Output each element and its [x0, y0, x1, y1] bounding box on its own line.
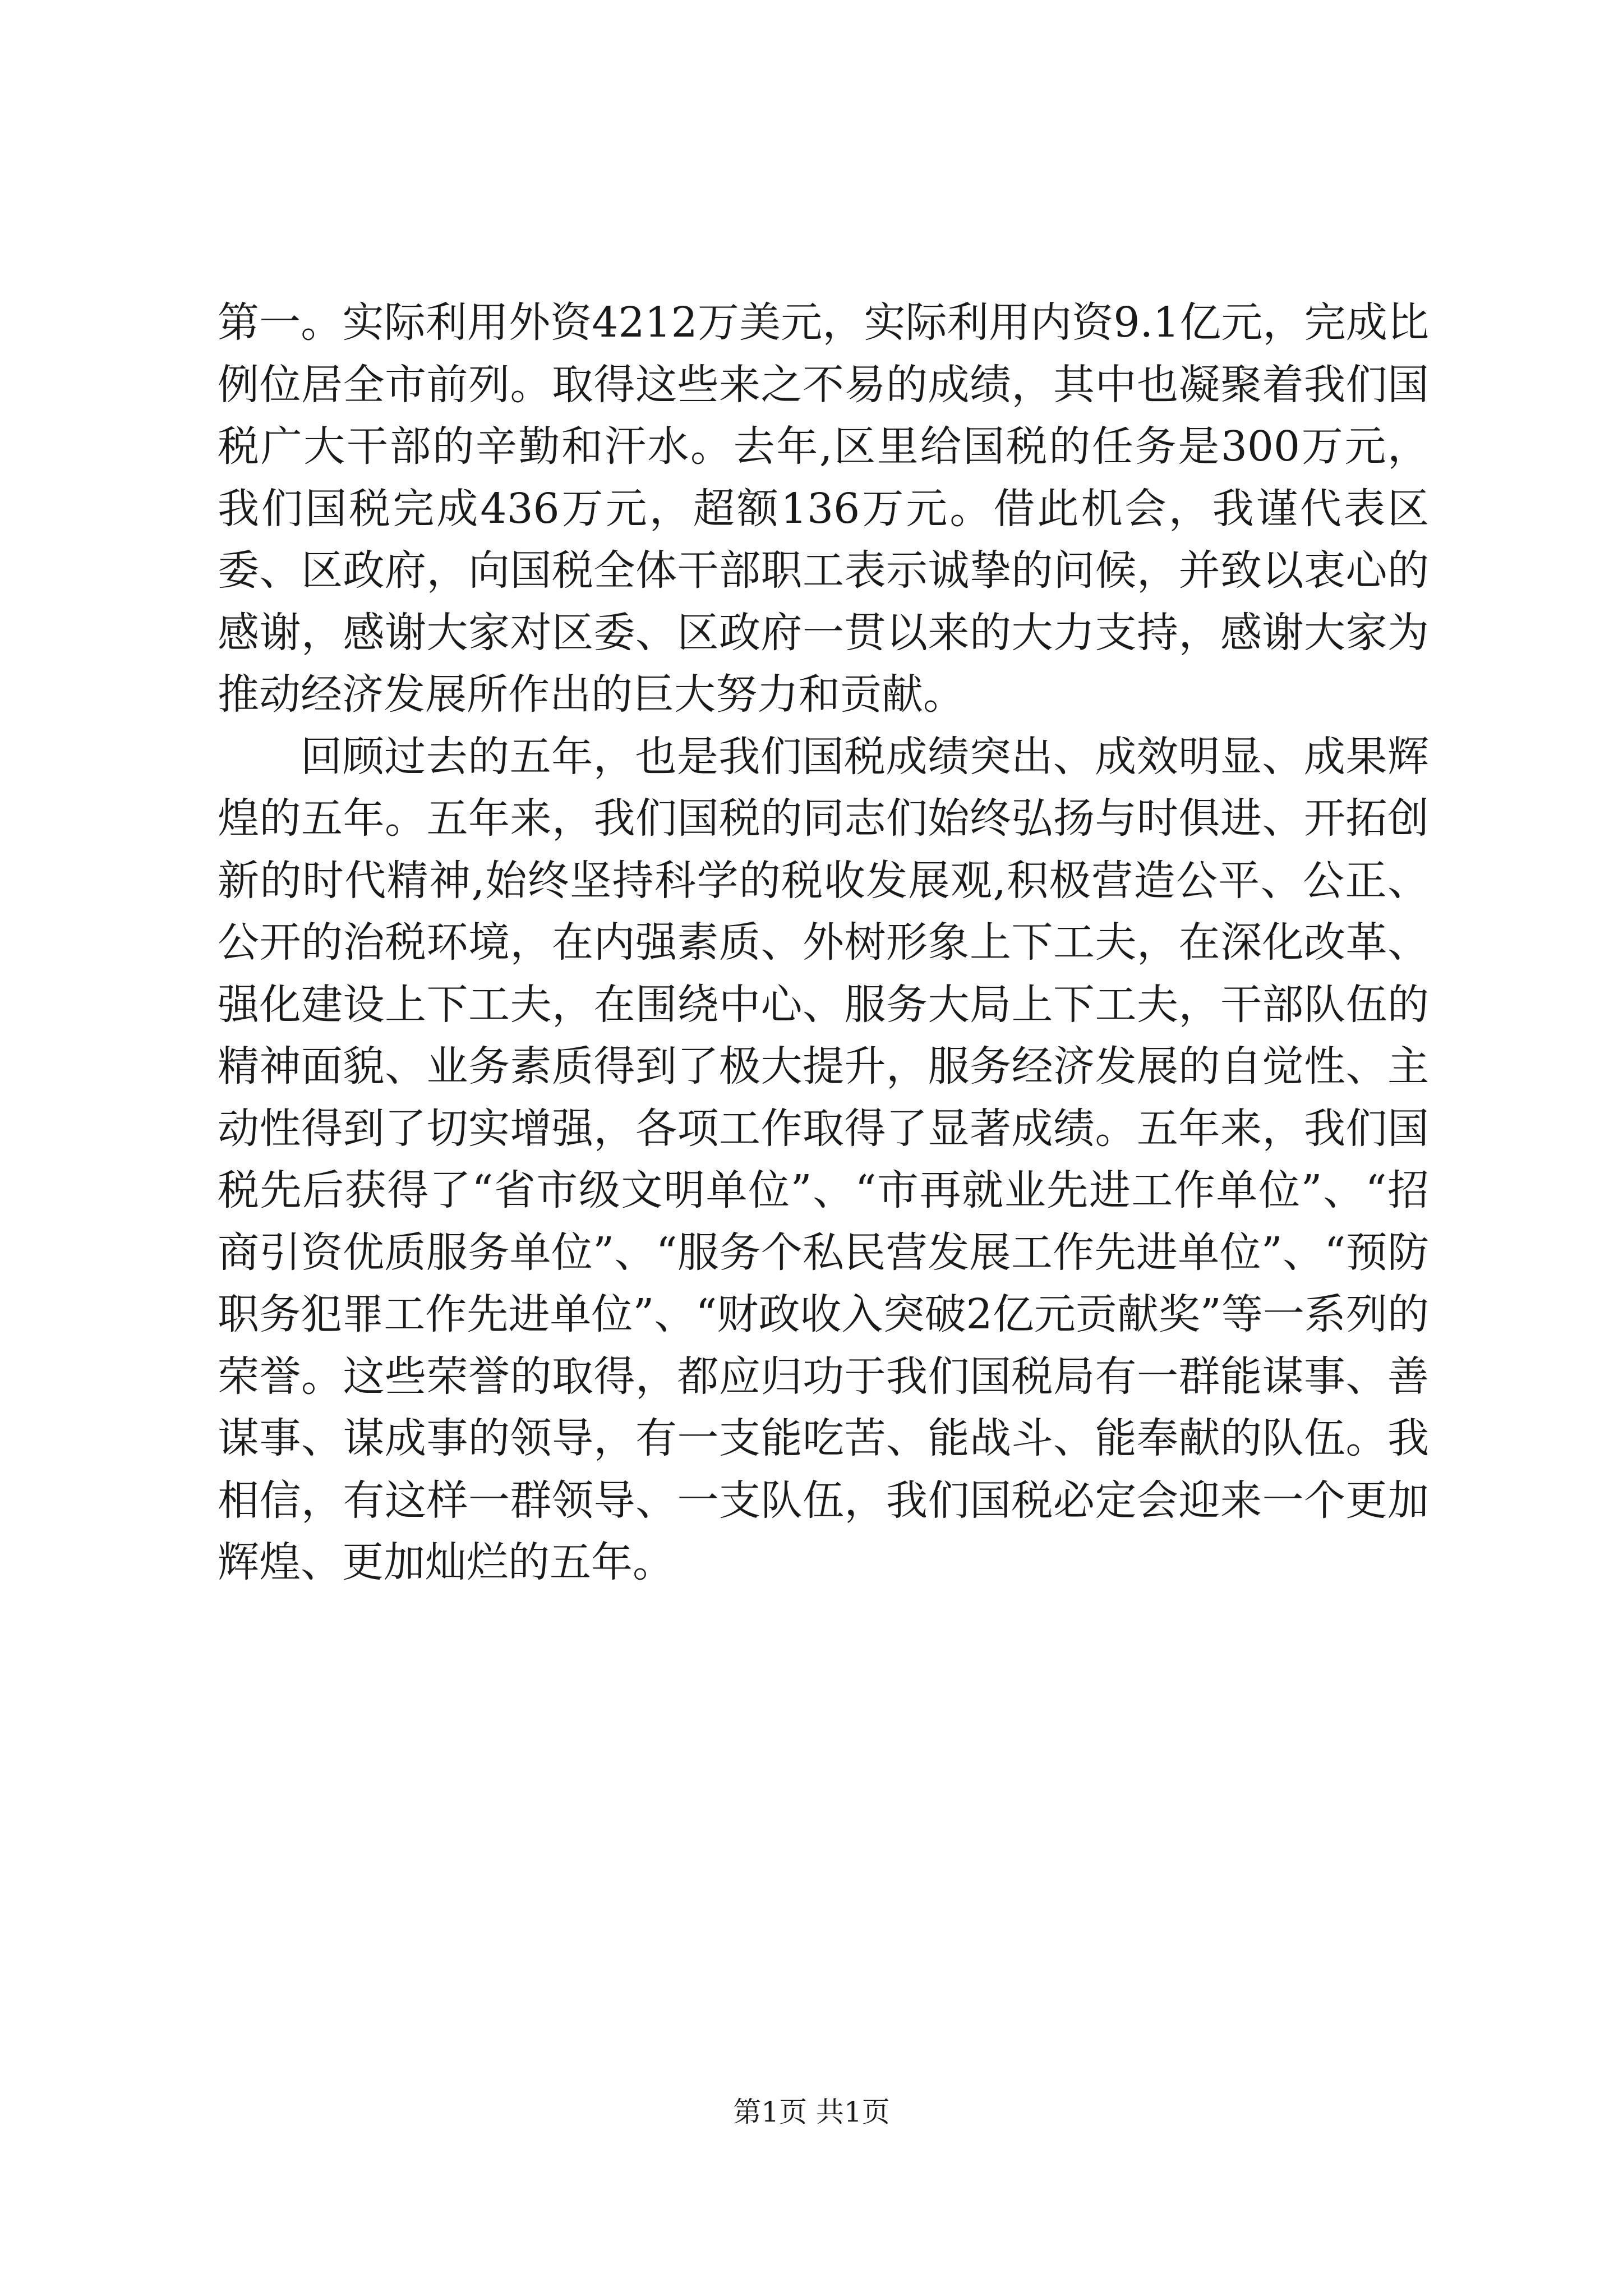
paragraph-2: 回顾过去的五年，也是我们国税成绩突出、成效明显、成果辉煌的五年。五年来，我们国税的同志们始终弘扬与时俱进、开拓创新的时代精神,始终坚持科学的税收发展观,积极营造公平、公正、公开的治税环境，在内强素质、外树形象上下工夫，在深化改革、强化建设上下工夫，在围绕中心、服务大局上下工夫，干部队伍的精神面貌、业务素质得到了极大提升，服务经济发展的自觉性、主动性得到了切实增强，各项工作取得了显著成绩。五年来，我们国税先后获得了“省市级文明单位”、“市再就业先进工作单位”、“招商引资优质服务单位”、“服务个私民营发展工作先进单位”、“预防职务犯罪工作先进单位”、“财政收入突破2亿元贡献奖”等一系列的荣誉。这些荣誉的取得，都应归功于我们国税局有一群能谋事、善谋事、谋成事的领导，有一支能吃苦、能战斗、能奉献的队伍。我相信，有这样一群领导、一支队伍，我们国税必定会迎来一个更加辉煌、更加灿烂的五年。 [218, 732, 1429, 1586]
page-footer: 第1页 共1页 [733, 2096, 890, 2128]
document-body [218, 292, 1429, 1594]
paragraph-1: 第一。实际利用外资4212万美元，实际利用内资9.1亿元，完成比例位居全市前列。取得这些来之不易的成绩，其中也凝聚着我们国税广大干部的辛勤和汗水。去年,区里给国税的任务是300万元，我们国税完成436万元，超额136万元。借此机会，我谨代表区委、区政府，向国税全体干部职工表示诚挚的问候，并致以衷心的感谢，感谢大家对区委、区政府一贯以来的大力支持，感谢大家为推动经济发展所作出的巨大努力和贡献。 [218, 298, 1429, 719]
